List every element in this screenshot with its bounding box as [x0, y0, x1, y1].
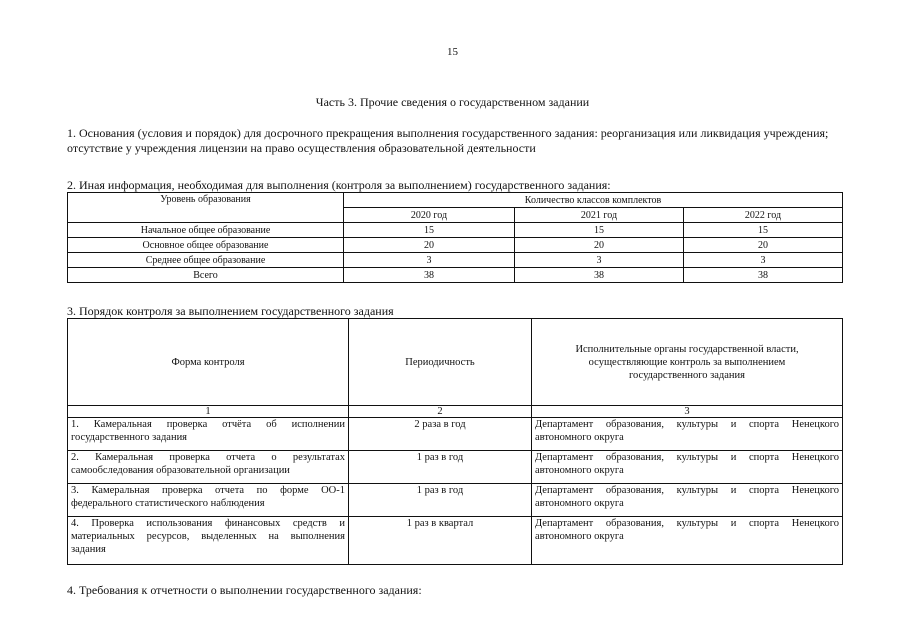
level-name: Среднее общее образование	[68, 253, 344, 268]
control-form: 1. Камеральная проверка отчёта об исполнении государственного задания	[68, 418, 349, 451]
control-body: Департамент образования, культуры и спорта Ненецкого автономного округа	[532, 484, 843, 517]
table-header-row	[68, 193, 843, 208]
part-title: Часть 3. Прочие сведения о государственном задании	[315, 95, 590, 109]
section-4-heading: 4. Требования к отчетности о выполнении государственного задания:	[67, 583, 422, 597]
control-period: 1 раз в год	[349, 451, 532, 484]
control-body: Департамент образования, культуры и спорта Ненецкого автономного округа	[532, 451, 843, 484]
value-cell: 15	[515, 223, 684, 238]
page-number: 15	[447, 46, 458, 58]
value-cell: 38	[344, 268, 515, 283]
table-row	[68, 418, 843, 451]
header-form: Форма контроля	[68, 319, 349, 406]
table-row	[68, 517, 843, 565]
control-form: 3. Камеральная проверка отчета по форме ОО-1 федерального статистического наблюдения	[68, 484, 349, 517]
table-row-total	[68, 268, 843, 283]
value-cell: 20	[344, 238, 515, 253]
level-name: Начальное общее образование	[68, 223, 344, 238]
table-row	[68, 223, 843, 238]
table-header-row	[68, 319, 843, 406]
value-cell: 3	[515, 253, 684, 268]
level-name: Основное общее образование	[68, 238, 344, 253]
control-period: 2 раза в год	[349, 418, 532, 451]
section-2-heading: 2. Иная информация, необходимая для выполнения (контроля за выполнением) государственного задания:	[67, 178, 611, 192]
control-table	[67, 318, 843, 565]
column-number: 1	[68, 406, 349, 418]
class-count-table	[67, 192, 843, 283]
header-period: Периодичность	[349, 319, 532, 406]
control-body: Департамент образования, культуры и спорта Ненецкого автономного округа	[532, 517, 843, 565]
table-row	[68, 238, 843, 253]
year-cell: 2020 год	[344, 208, 515, 223]
value-cell: 20	[515, 238, 684, 253]
value-cell: 15	[344, 223, 515, 238]
section-1-text: 1. Основания (условия и порядок) для досрочного прекращения выполнения государственного задания: реорганизация или ликвидация учреждения; отсутствие у учреждения лицензии на право осуществления образовательной деятельности	[67, 126, 829, 155]
table-row	[68, 451, 843, 484]
table-row	[68, 253, 843, 268]
control-form: 4. Проверка использования финансовых средств и материальных ресурсов, выделенных на выполнения задания	[68, 517, 349, 565]
column-number: 3	[532, 406, 843, 418]
value-cell: 3	[344, 253, 515, 268]
header-bodies: Исполнительные органы государственной власти, осуществляющие контроль за выполнением государственного задания	[532, 319, 843, 406]
column-number: 2	[349, 406, 532, 418]
control-body: Департамент образования, культуры и спорта Ненецкого автономного округа	[532, 418, 843, 451]
level-name: Всего	[68, 268, 344, 283]
value-cell: 20	[684, 238, 843, 253]
control-period: 1 раз в год	[349, 484, 532, 517]
year-cell: 2021 год	[515, 208, 684, 223]
value-cell: 38	[515, 268, 684, 283]
year-cell: 2022 год	[684, 208, 843, 223]
header-level: Уровень образования	[68, 193, 344, 223]
control-form: 2. Камеральная проверка отчета о результатах самообследования образовательной организации	[68, 451, 349, 484]
section-3-heading: 3. Порядок контроля за выполнением государственного задания	[67, 304, 394, 318]
value-cell: 38	[684, 268, 843, 283]
column-number-row	[68, 406, 843, 418]
table-row	[68, 484, 843, 517]
value-cell: 15	[684, 223, 843, 238]
control-period: 1 раз в квартал	[349, 517, 532, 565]
value-cell: 3	[684, 253, 843, 268]
header-count: Количество классов комплектов	[344, 193, 843, 208]
